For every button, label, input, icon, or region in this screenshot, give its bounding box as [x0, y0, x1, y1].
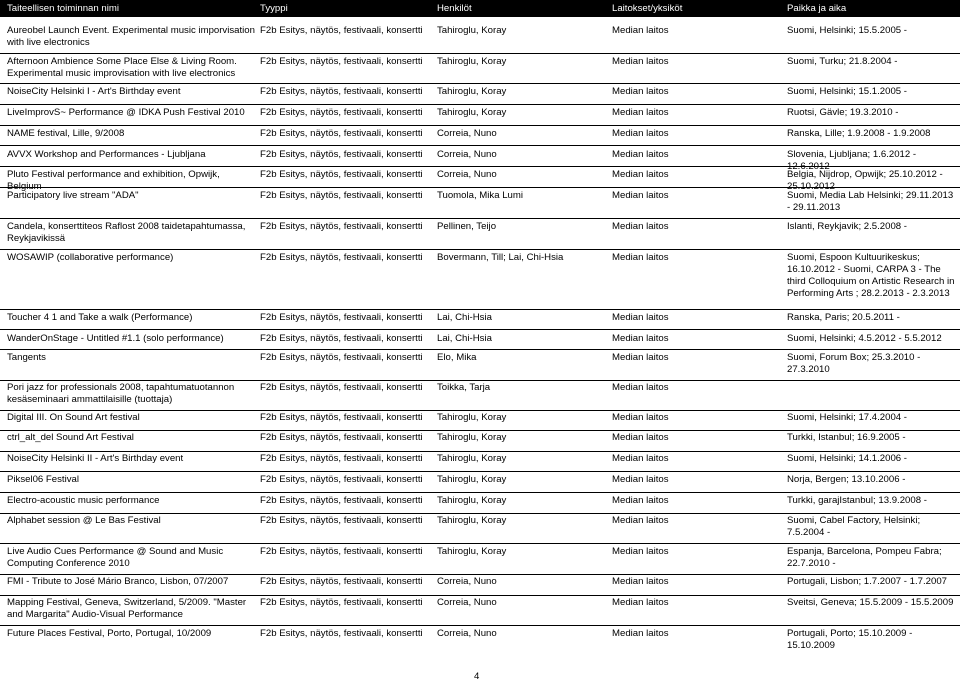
row-divider — [0, 249, 960, 250]
cell-unit: Median laitos — [612, 312, 669, 323]
row-divider — [0, 349, 960, 350]
row-divider — [0, 451, 960, 452]
cell-type: F2b Esitys, näytös, festivaali, konsertti — [260, 333, 423, 344]
cell-name: WanderOnStage - Untitled #1.1 (solo performance) — [7, 333, 224, 344]
cell-place: Suomi, Helsinki; 15.5.2005 - — [787, 25, 907, 36]
row-divider — [0, 471, 960, 472]
cell-type: F2b Esitys, näytös, festivaali, konsertti — [260, 576, 423, 587]
cell-persons: Tahiroglu, Koray — [437, 107, 507, 118]
cell-persons: Tahiroglu, Koray — [437, 495, 507, 506]
cell-name: AVVX Workshop and Performances - Ljubljana — [7, 149, 206, 160]
row-divider — [0, 410, 960, 411]
cell-unit: Median laitos — [612, 86, 669, 97]
cell-name: NoiseCity Helsinki I - Art's Birthday event — [7, 86, 181, 97]
cell-persons: Lai, Chi-Hsia — [437, 333, 492, 344]
row-divider — [0, 329, 960, 330]
cell-place: Turkki, Istanbul; 16.9.2005 - — [787, 432, 906, 443]
cell-name: Electro-acoustic music performance — [7, 495, 160, 506]
row-divider — [0, 492, 960, 493]
cell-unit: Median laitos — [612, 474, 669, 485]
cell-place: Suomi, Espoon Kultuurikeskus; 16.10.2012 - Suomi, CARPA 3 - The third Colloquium on Artistic Research in Performing Arts ; 28.2.2013 - 2.3.2013 — [787, 252, 955, 299]
header-name: Taiteellisen toiminnan nimi — [7, 3, 119, 14]
cell-place: Suomi, Helsinki; 15.1.2005 - — [787, 86, 907, 97]
row-divider — [0, 595, 960, 596]
row-divider — [0, 125, 960, 126]
cell-type: F2b Esitys, näytös, festivaali, konsertti — [260, 169, 423, 180]
row-divider — [0, 145, 960, 146]
cell-place: Slovenia, Ljubljana; 1.6.2012 - 12.6.2012 — [787, 149, 917, 172]
cell-unit: Median laitos — [612, 515, 669, 526]
row-divider — [0, 513, 960, 514]
cell-place: Ranska, Paris; 20.5.2011 - — [787, 312, 900, 323]
row-divider — [0, 309, 960, 310]
cell-unit: Median laitos — [612, 221, 669, 232]
cell-unit: Median laitos — [612, 107, 669, 118]
cell-unit: Median laitos — [612, 412, 669, 423]
cell-persons: Tahiroglu, Koray — [437, 546, 507, 557]
cell-name: WOSAWIP (collaborative performance) — [7, 252, 174, 263]
cell-name: FMI - Tribute to José Mário Branco, Lisbon, 07/2007 — [7, 576, 229, 587]
cell-type: F2b Esitys, näytös, festivaali, konsertti — [260, 515, 423, 526]
table-header — [0, 0, 960, 17]
row-divider — [0, 218, 960, 219]
cell-name: Piksel06 Festival — [7, 474, 79, 485]
cell-type: F2b Esitys, näytös, festivaali, konsertti — [260, 312, 423, 323]
cell-persons: Tahiroglu, Koray — [437, 56, 507, 67]
cell-name: Tangents — [7, 352, 46, 363]
cell-name: Candela, konserttiteos Raflost 2008 taidetapahtumassa, Reykjavikissä — [7, 221, 246, 244]
cell-name: ctrl_alt_del Sound Art Festival — [7, 432, 134, 443]
cell-place: Espanja, Barcelona, Pompeu Fabra; 22.7.2010 - — [787, 546, 942, 569]
cell-name: Pluto Festival performance and exhibition, Opwijk, Belgium — [7, 169, 220, 192]
cell-persons: Tahiroglu, Koray — [437, 474, 507, 485]
cell-unit: Median laitos — [612, 25, 669, 36]
cell-type: F2b Esitys, näytös, festivaali, konsertti — [260, 412, 423, 423]
row-divider — [0, 187, 960, 188]
cell-unit: Median laitos — [612, 352, 669, 363]
cell-place: Portugali, Porto; 15.10.2009 - 15.10.2009 — [787, 628, 913, 651]
cell-type: F2b Esitys, näytös, festivaali, konsertti — [260, 597, 423, 608]
cell-place: Turkki, garajIstanbul; 13.9.2008 - — [787, 495, 927, 506]
cell-place: Suomi, Turku; 21.8.2004 - — [787, 56, 898, 67]
cell-unit: Median laitos — [612, 149, 669, 160]
cell-type: F2b Esitys, näytös, festivaali, konsertti — [260, 86, 423, 97]
cell-unit: Median laitos — [612, 382, 669, 393]
cell-place: Portugali, Lisbon; 1.7.2007 - 1.7.2007 — [787, 576, 948, 587]
cell-persons: Tahiroglu, Koray — [437, 453, 507, 464]
cell-type: F2b Esitys, näytös, festivaali, konsertti — [260, 221, 423, 232]
cell-persons: Bovermann, Till; Lai, Chi-Hsia — [437, 252, 564, 263]
cell-name: Alphabet session @ Le Bas Festival — [7, 515, 161, 526]
header-type: Tyyppi — [260, 3, 288, 14]
cell-place: Suomi, Helsinki; 17.4.2004 - — [787, 412, 907, 423]
cell-name: LiveImprovS~ Performance @ IDKA Push Festival 2010 — [7, 107, 245, 118]
header-units: Laitokset/yksiköt — [612, 3, 683, 14]
cell-type: F2b Esitys, näytös, festivaali, konsertti — [260, 149, 423, 160]
cell-name: Afternoon Ambience Some Place Else & Living Room. Experimental music improvisation with live electronics — [7, 56, 237, 79]
cell-place: Suomi, Media Lab Helsinki; 29.11.2013 - 29.11.2013 — [787, 190, 954, 213]
cell-unit: Median laitos — [612, 190, 669, 201]
cell-persons: Elo, Mika — [437, 352, 477, 363]
cell-name: Participatory live stream "ADA" — [7, 190, 139, 201]
row-divider — [0, 625, 960, 626]
cell-place: Suomi, Cabel Factory, Helsinki; 7.5.2004 - — [787, 515, 921, 538]
cell-persons: Correia, Nuno — [437, 169, 497, 180]
cell-type: F2b Esitys, näytös, festivaali, konsertti — [260, 453, 423, 464]
cell-type: F2b Esitys, näytös, festivaali, konsertti — [260, 546, 423, 557]
cell-type: F2b Esitys, näytös, festivaali, konsertti — [260, 474, 423, 485]
cell-name: Aureobel Launch Event. Experimental music imporvisation with live electronics — [7, 25, 255, 48]
cell-unit: Median laitos — [612, 128, 669, 139]
cell-place: Suomi, Helsinki; 14.1.2006 - — [787, 453, 907, 464]
cell-persons: Correia, Nuno — [437, 597, 497, 608]
cell-type: F2b Esitys, näytös, festivaali, konsertti — [260, 495, 423, 506]
cell-name: Future Places Festival, Porto, Portugal, 10/2009 — [7, 628, 212, 639]
cell-unit: Median laitos — [612, 432, 669, 443]
cell-type: F2b Esitys, näytös, festivaali, konsertti — [260, 432, 423, 443]
row-divider — [0, 83, 960, 84]
cell-type: F2b Esitys, näytös, festivaali, konsertti — [260, 628, 423, 639]
row-divider — [0, 430, 960, 431]
cell-unit: Median laitos — [612, 597, 669, 608]
cell-unit: Median laitos — [612, 495, 669, 506]
cell-persons: Lai, Chi-Hsia — [437, 312, 492, 323]
cell-name: Mapping Festival, Geneva, Switzerland, 5/2009. "Master and Margarita" Audio-Visual Performance — [7, 597, 247, 620]
cell-persons: Correia, Nuno — [437, 576, 497, 587]
header-persons: Henkilöt — [437, 3, 472, 14]
cell-unit: Median laitos — [612, 453, 669, 464]
cell-unit: Median laitos — [612, 546, 669, 557]
header-place-time: Paikka ja aika — [787, 3, 847, 14]
row-divider — [0, 543, 960, 544]
cell-place: Suomi, Forum Box; 25.3.2010 - 27.3.2010 — [787, 352, 921, 375]
cell-persons: Correia, Nuno — [437, 128, 497, 139]
cell-type: F2b Esitys, näytös, festivaali, konsertti — [260, 128, 423, 139]
cell-name: Digital III. On Sound Art festival — [7, 412, 140, 423]
row-divider — [0, 380, 960, 381]
cell-unit: Median laitos — [612, 252, 669, 263]
cell-persons: Tahiroglu, Koray — [437, 86, 507, 97]
cell-place: Norja, Bergen; 13.10.2006 - — [787, 474, 906, 485]
cell-persons: Tuomola, Mika Lumi — [437, 190, 524, 201]
cell-persons: Pellinen, Teijo — [437, 221, 497, 232]
row-divider — [0, 166, 960, 167]
cell-place: Sveitsi, Geneva; 15.5.2009 - 15.5.2009 — [787, 597, 954, 608]
cell-persons: Toikka, Tarja — [437, 382, 491, 393]
cell-persons: Tahiroglu, Koray — [437, 412, 507, 423]
cell-persons: Tahiroglu, Koray — [437, 432, 507, 443]
cell-persons: Tahiroglu, Koray — [437, 25, 507, 36]
cell-unit: Median laitos — [612, 333, 669, 344]
cell-name: NAME festival, Lille, 9/2008 — [7, 128, 125, 139]
cell-place: Ranska, Lille; 1.9.2008 - 1.9.2008 — [787, 128, 931, 139]
cell-unit: Median laitos — [612, 576, 669, 587]
page-number: 4 — [474, 671, 480, 682]
cell-type: F2b Esitys, näytös, festivaali, konsertti — [260, 107, 423, 118]
cell-name: Toucher 4 1 and Take a walk (Performance) — [7, 312, 193, 323]
cell-place: Suomi, Helsinki; 4.5.2012 - 5.5.2012 — [787, 333, 942, 344]
cell-place: Islanti, Reykjavik; 2.5.2008 - — [787, 221, 907, 232]
cell-type: F2b Esitys, näytös, festivaali, konsertti — [260, 25, 423, 36]
row-divider — [0, 574, 960, 575]
cell-persons: Tahiroglu, Koray — [437, 515, 507, 526]
cell-type: F2b Esitys, näytös, festivaali, konsertti — [260, 352, 423, 363]
row-divider — [0, 104, 960, 105]
cell-place: Ruotsi, Gävle; 19.3.2010 - — [787, 107, 899, 118]
cell-unit: Median laitos — [612, 56, 669, 67]
cell-unit: Median laitos — [612, 628, 669, 639]
cell-persons: Correia, Nuno — [437, 149, 497, 160]
cell-unit: Median laitos — [612, 169, 669, 180]
cell-name: Pori jazz for professionals 2008, tapahtumatuotannon kesäseminaari ammattilaisille (tuottaja) — [7, 382, 235, 405]
cell-type: F2b Esitys, näytös, festivaali, konsertti — [260, 56, 423, 67]
cell-name: NoiseCity Helsinki II - Art's Birthday event — [7, 453, 184, 464]
cell-type: F2b Esitys, näytös, festivaali, konsertti — [260, 252, 423, 263]
cell-type: F2b Esitys, näytös, festivaali, konsertti — [260, 382, 423, 393]
row-divider — [0, 53, 960, 54]
cell-type: F2b Esitys, näytös, festivaali, konsertti — [260, 190, 423, 201]
cell-place: Belgia, Nijdrop, Opwijk; 25.10.2012 - 25.10.2012 — [787, 169, 943, 192]
cell-persons: Correia, Nuno — [437, 628, 497, 639]
cell-name: Live Audio Cues Performance @ Sound and Music Computing Conference 2010 — [7, 546, 224, 569]
